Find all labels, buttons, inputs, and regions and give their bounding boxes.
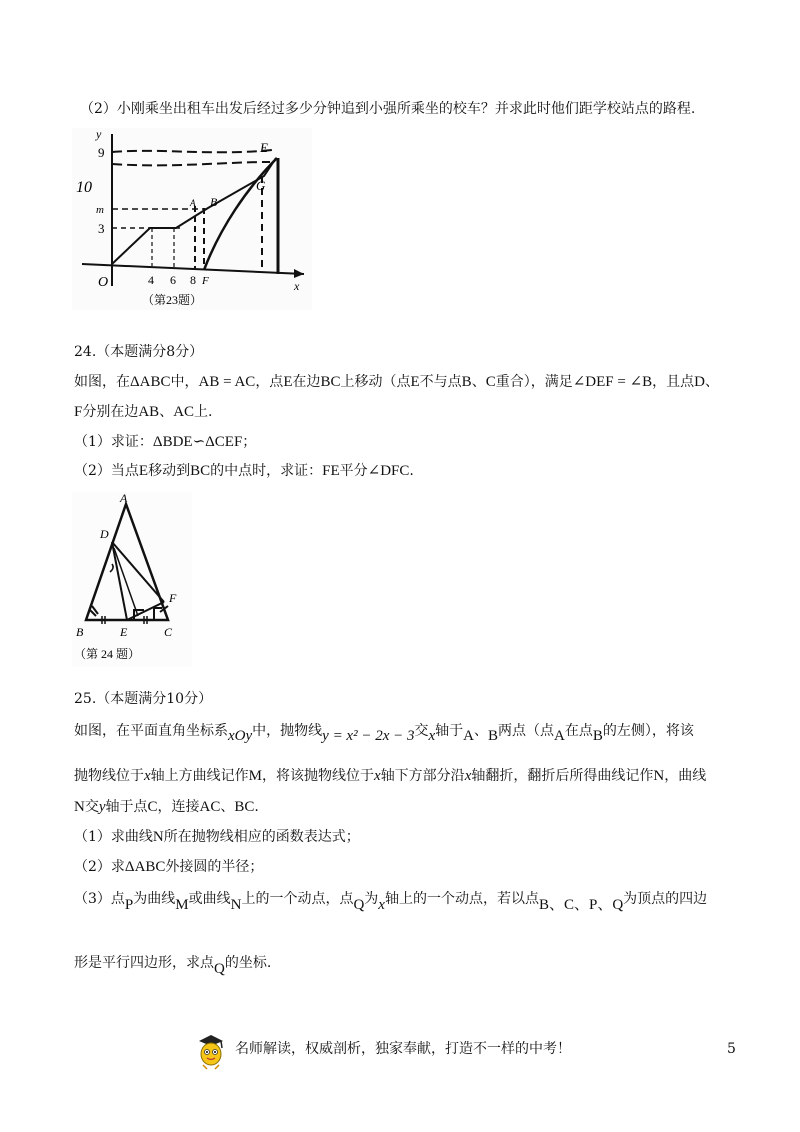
q23-figure: [72, 128, 312, 310]
q24-figure: [72, 492, 192, 667]
q23-origin-label: O: [98, 275, 109, 290]
q24-point-A: A: [120, 492, 128, 505]
q24-point-B: B: [76, 625, 84, 639]
q24-statement-line1: 如图，在ΔABC中，AB = AC，点E在边BC上移动（点E不与点B、C重合），满足∠DEF = ∠B，且点D、: [74, 374, 719, 390]
q23-tick-9: 9: [98, 145, 105, 160]
q23-point-F: F: [202, 275, 209, 287]
q23-point-B: B: [210, 195, 218, 209]
q25-header: 25.（本题满分10分）: [74, 691, 213, 707]
q23-tick-3: 3: [98, 221, 105, 236]
q24-point-D: D: [100, 527, 109, 541]
page-number: 5: [727, 1041, 736, 1057]
q23-y-axis-label: y: [96, 128, 102, 141]
math-triangle-abc: ΔABC: [130, 374, 171, 390]
math-angle-def: ∠DEF = ∠B: [572, 374, 653, 390]
q23-tick-10: 10: [76, 179, 92, 196]
footer-slogan: 名师解读，权威剖析，独家奉献，打造不一样的中考！: [235, 1041, 571, 1057]
q25-part3: （3）点P为曲线M或曲线N上的一个动点，点Q为x轴上的一个动点，若以点B、C、P、Q为顶点的四边: [74, 891, 708, 913]
q25-part2: （2）求ΔABC外接圆的半径；: [74, 859, 264, 875]
math-parabola-equation: y = x² − 2x − 3: [322, 728, 415, 744]
q23-point-A: A: [190, 198, 196, 208]
q25-part1: （1）求曲线N所在抛物线相应的函数表达式；: [74, 829, 360, 845]
q24-part2: （2）当点E移动到BC的中点时，求证：FE平分∠DFC.: [74, 463, 414, 479]
q24-point-C: C: [164, 625, 173, 639]
q24-part1: （1）求证：ΔBDE∽ΔCEF；: [74, 434, 257, 450]
q25-statement-line2: 抛物线位于x轴上方曲线记作M，将该抛物线位于x轴下方部分沿x轴翻折，翻折后所得曲线记作N，曲线: [74, 768, 707, 784]
q23-tick-x6: 6: [170, 273, 176, 287]
q23-point-E: E: [260, 140, 268, 155]
q23-tick-m: m: [96, 204, 104, 216]
q24-statement-line2: F分别在边AB、AC上.: [74, 404, 213, 420]
page-footer: [195, 1040, 755, 1070]
q24-point-F: F: [169, 591, 177, 605]
q24-header: 24.（本题满分8分）: [74, 344, 204, 360]
q25-part3-cont: 形是平行四边形，求点Q的坐标.: [74, 955, 272, 977]
math-similar-triangles: ΔBDE∽ΔCEF: [152, 434, 243, 450]
mascot-icon: [195, 1032, 227, 1070]
q23-part2: （2）小刚乘坐出租车出发后经过多少分钟追到小强所乘坐的校车？并求此时他们距学校站点的路程.: [80, 101, 696, 117]
q23-tick-x8: 8: [190, 273, 196, 287]
math-ab-eq-ac: AB = AC: [198, 374, 256, 390]
q23-tick-x4: 4: [148, 273, 154, 287]
math-xoy: xOy: [228, 728, 253, 744]
q25-statement-line3: N交y轴于点C，连接AC、BC.: [74, 799, 259, 815]
q25-statement-line1: 如图，在平面直角坐标系xOy中，抛物线y = x² − 2x − 3交x轴于A、B两点（点A在点B的左侧），将该: [74, 723, 694, 744]
q23-figure-caption: （第23题）: [142, 293, 203, 307]
q23-point-G: G: [256, 178, 266, 193]
q23-x-axis-label: x: [294, 279, 300, 293]
q24-point-E: E: [120, 625, 128, 639]
q24-figure-caption: （第 24 题）: [74, 647, 141, 661]
